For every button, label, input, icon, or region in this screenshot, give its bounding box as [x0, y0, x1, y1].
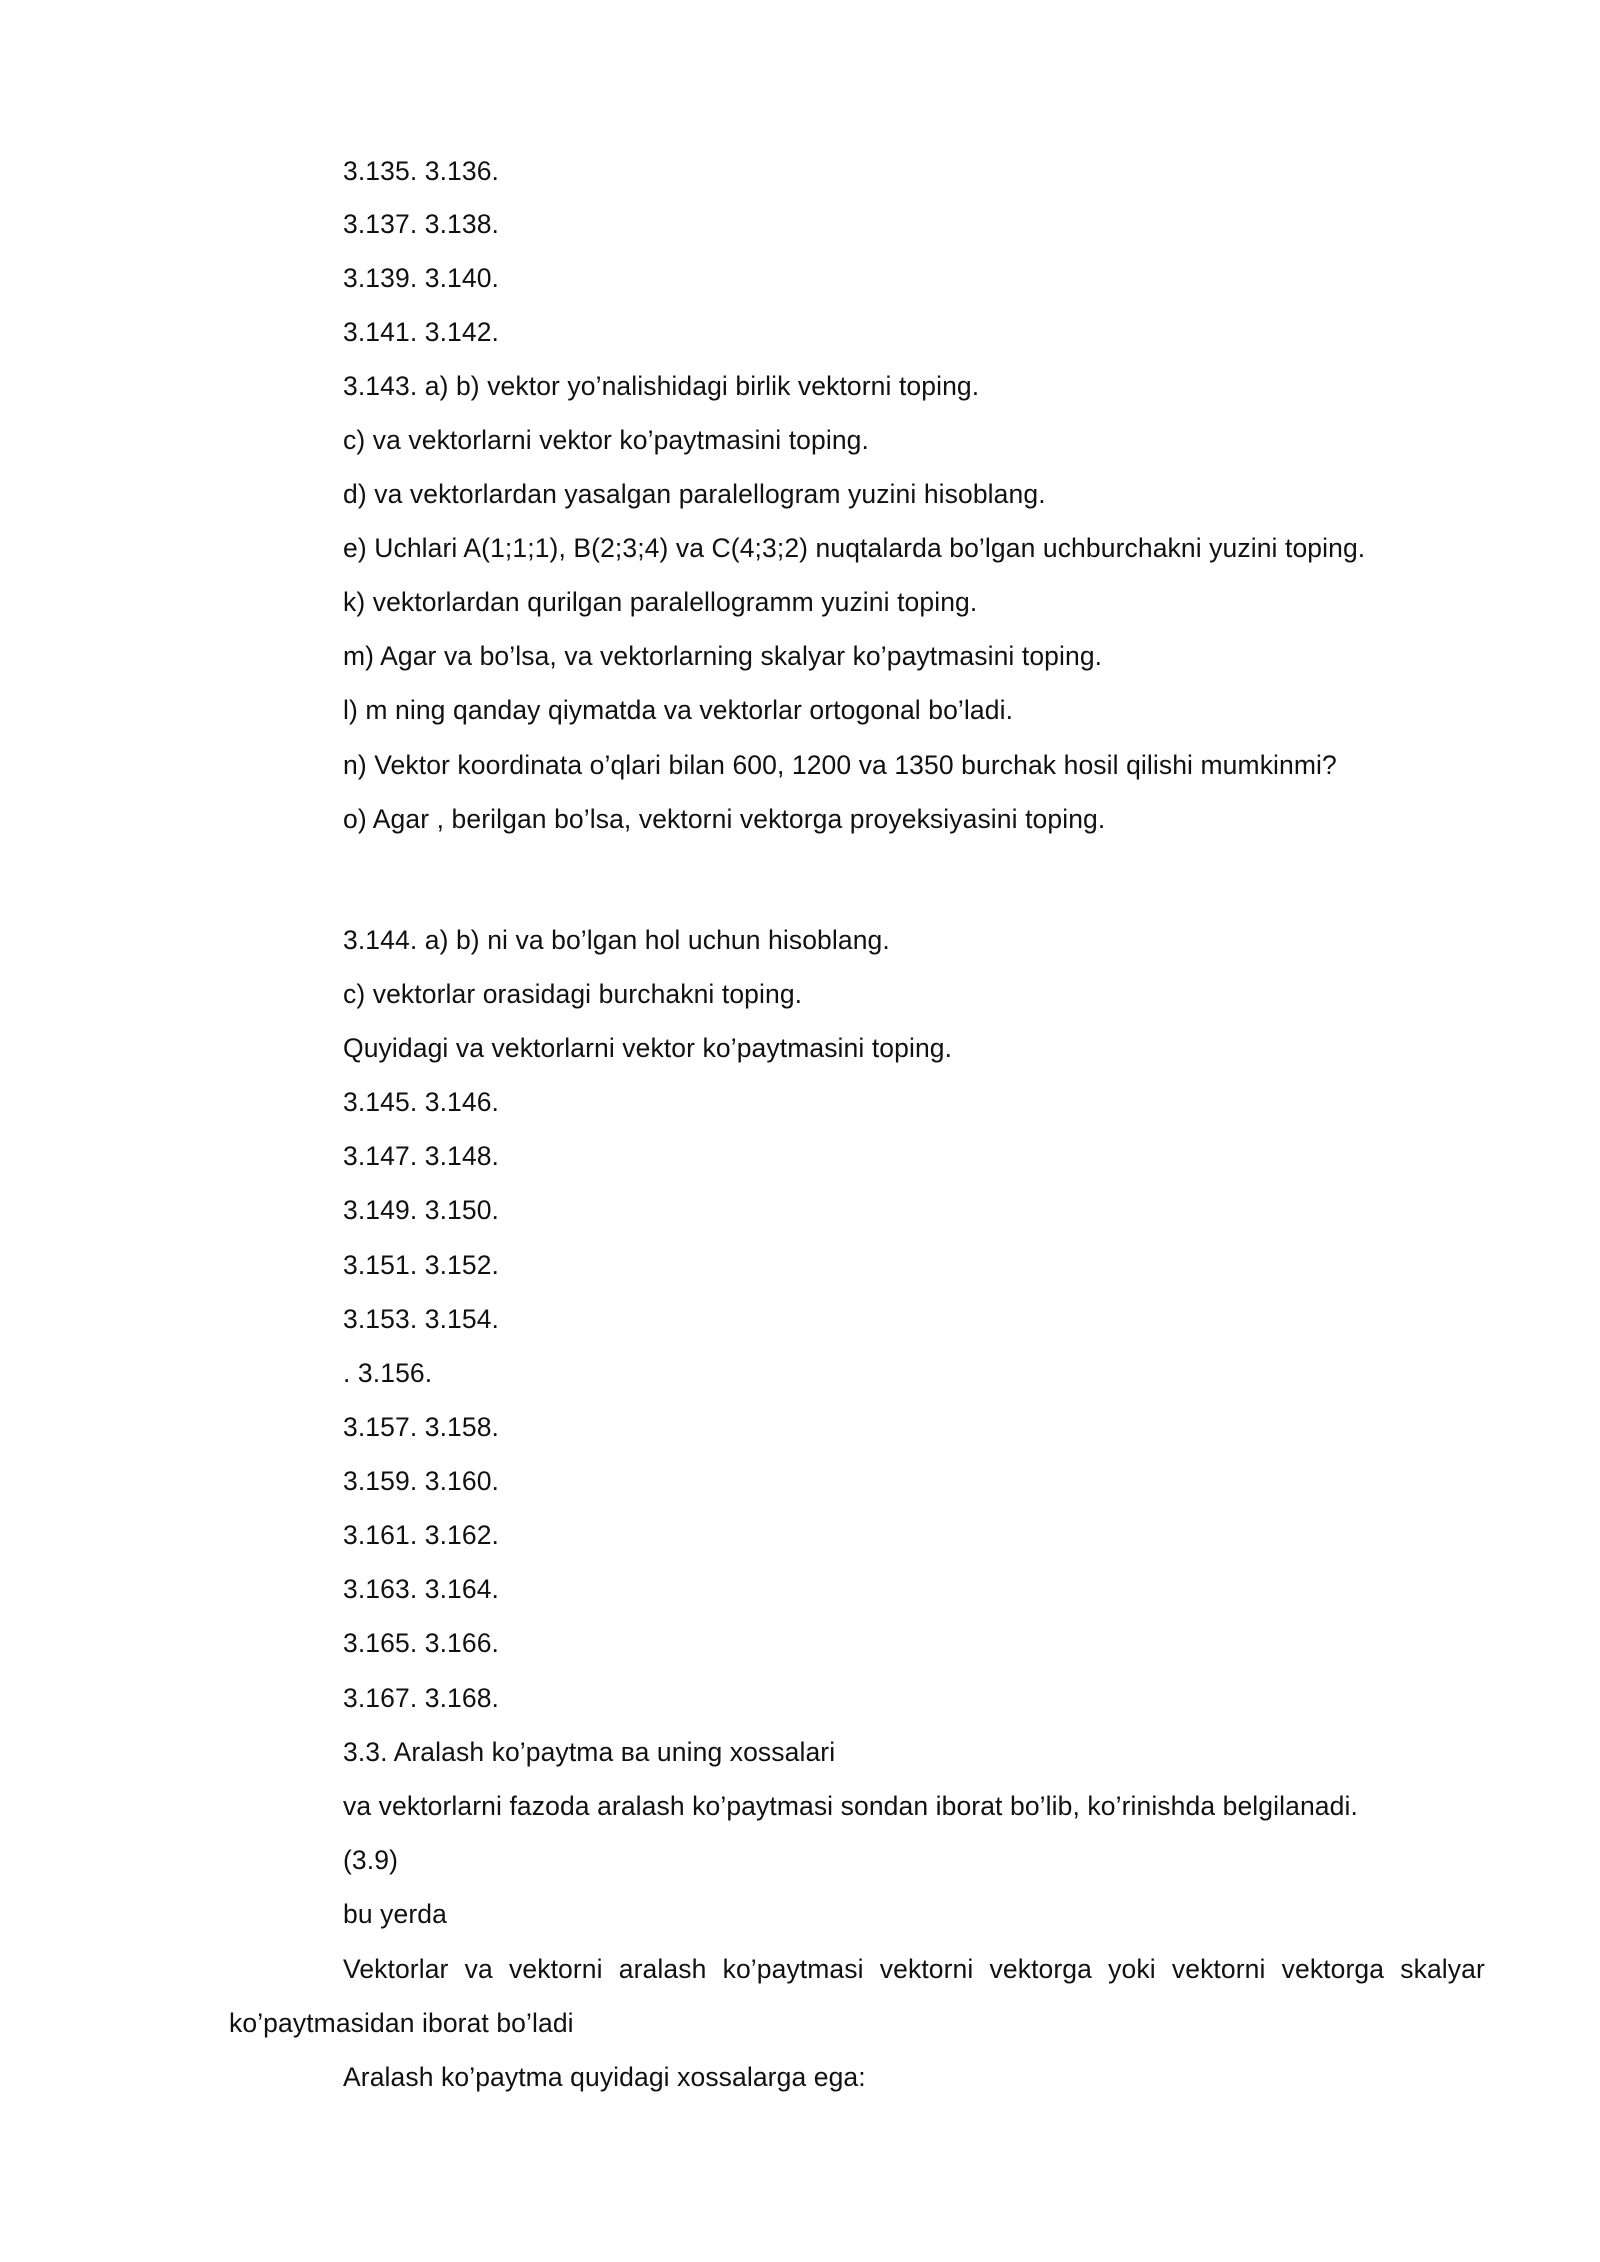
word: ko’paytmasi [722, 1954, 864, 1984]
text-line: Aralash ko’paytma quyidagi xossalarga ega: [343, 2062, 866, 2092]
text-line: va vektorlarni fazoda aralash ko’paytmasi sondan iborat bo’lib, ko’rinishda belgilanadi. [343, 1791, 1358, 1821]
text-line: 3.141. 3.142. [343, 317, 500, 347]
text-line: n) Vektor koordinata o’qlari bilan 600, 1200 va 1350 burchak hosil qilishi mumkinmi? [343, 750, 1337, 780]
word: vektorni [509, 1954, 603, 1984]
word: vektorni [1171, 1954, 1266, 1984]
word: vektorga [1281, 1954, 1385, 1984]
text-line: 3.147. 3.148. [343, 1141, 500, 1171]
section-heading: 3.3. Aralash ko’paytma ва uning xossalari [343, 1737, 836, 1767]
word: vektorni [879, 1954, 974, 1984]
text-line: 3.143. a) b) vektor yo’nalishidagi birlik vektorni toping. [343, 371, 980, 401]
text-line: Quyidagi va vektorlarni vektor ko’paytmasini toping. [343, 1033, 953, 1063]
word: va [464, 1954, 493, 1984]
word: vektorga [989, 1954, 1092, 1984]
text-line: 3.135. 3.136. [343, 156, 500, 186]
word: Vektorlar [343, 1954, 449, 1984]
text-line: ko’paytmasidan iborat bo’ladi [229, 2008, 574, 2038]
text-line: 3.157. 3.158. [343, 1412, 500, 1442]
word: skalyar [1400, 1954, 1485, 1984]
text-line: 3.151. 3.152. [343, 1250, 500, 1280]
text-line: 3.159. 3.160. [343, 1466, 500, 1496]
text-line: 3.149. 3.150. [343, 1195, 500, 1225]
text-line: m) Agar va bo’lsa, va vektorlarning skalyar ko’paytmasini toping. [343, 641, 1103, 671]
text-line: 3.139. 3.140. [343, 263, 500, 293]
text-line: c) vektorlar orasidagi burchakni toping. [343, 979, 803, 1009]
text-line: k) vektorlardan qurilgan paralellogramm yuzini toping. [343, 587, 978, 617]
text-line: e) Uchlari A(1;1;1), B(2;3;4) va C(4;3;2) nuqtalarda bo’lgan uchburchakni yuzini toping. [343, 533, 1366, 563]
text-line: 3.144. a) b) ni va bo’lgan hol uchun hisoblang. [343, 925, 890, 955]
formula-number: (3.9) [343, 1845, 398, 1875]
text-line: 3.153. 3.154. [343, 1304, 500, 1334]
justified-paragraph-line [343, 1953, 1485, 1985]
text-line: 3.167. 3.168. [343, 1683, 500, 1713]
text-line: 3.161. 3.162. [343, 1520, 500, 1550]
text-line: o) Agar , berilgan bo’lsa, vektorni vektorga proyeksiyasini toping. [343, 804, 1106, 834]
text-line: 3.137. 3.138. [343, 209, 500, 239]
text-line: bu yerda [343, 1899, 447, 1929]
word: yoki [1108, 1954, 1156, 1984]
text-line: l) m ning qanday qiymatda va vektorlar ortogonal bo’ladi. [343, 695, 1014, 725]
text-line: d) va vektorlardan yasalgan paralellogram yuzini hisoblang. [343, 479, 1046, 509]
text-line: 3.145. 3.146. [343, 1087, 500, 1117]
text-line: 3.165. 3.166. [343, 1628, 500, 1658]
text-line: 3.163. 3.164. [343, 1574, 500, 1604]
text-line: c) va vektorlarni vektor ko’paytmasini toping. [343, 425, 869, 455]
text-line: . 3.156. [343, 1358, 433, 1388]
word: aralash [618, 1954, 707, 1984]
